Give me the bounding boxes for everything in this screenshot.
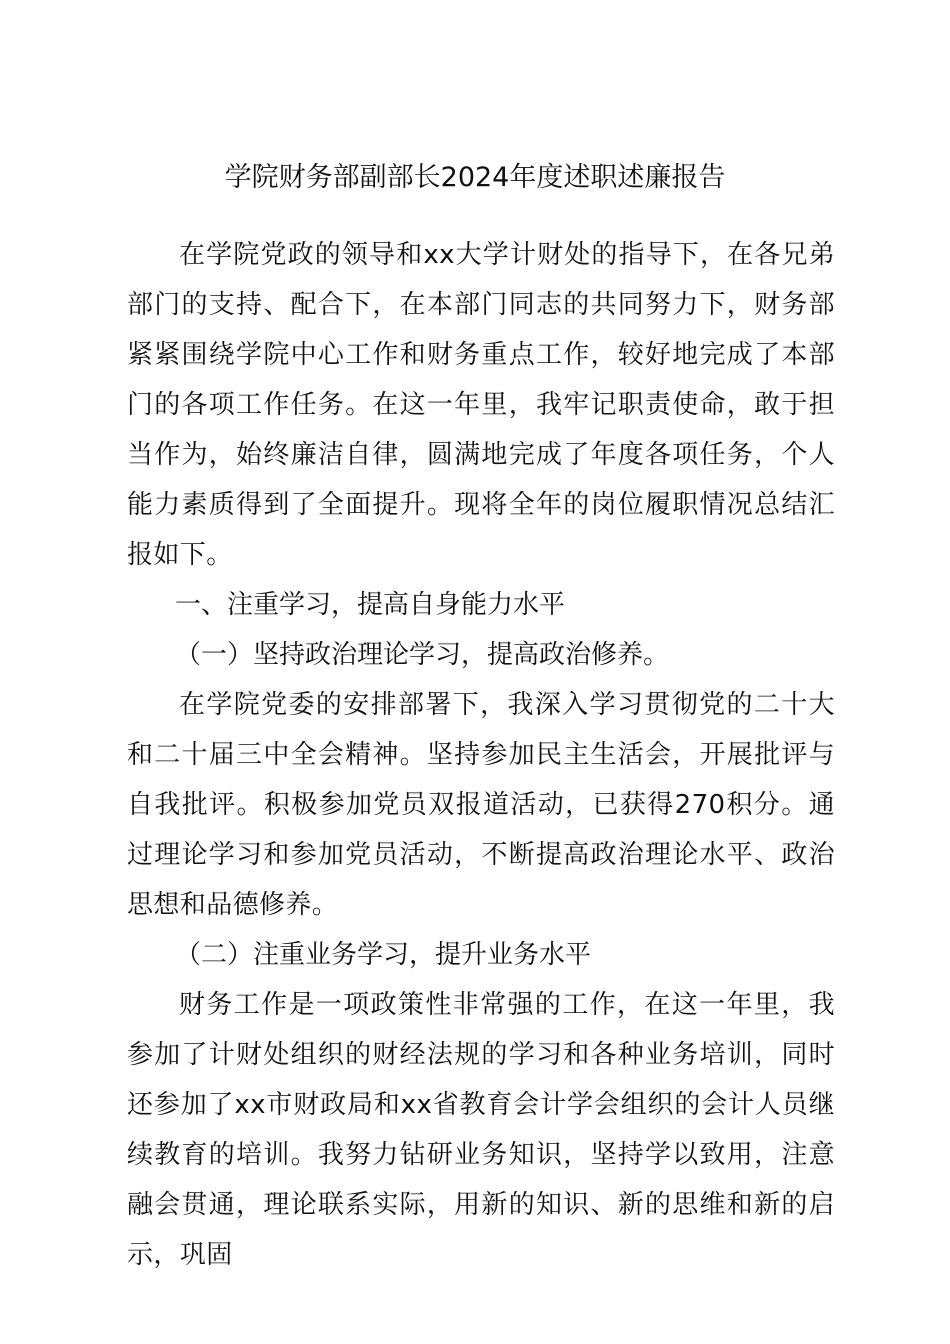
subsection-1-paragraph: 在学院党委的安排部署下，我深入学习贯彻党的二十大和二十届三中全会精神。坚持参加民主生活会，开展批评与自我批评。积极参加党员双报道活动，已获得270积分。通过理论学习和参加党员活动，不断提高政治理论水平、政治思想和品德修养。 xyxy=(127,690,835,920)
subsection-1-heading: （一）坚持政治理论学习，提高政治修养。 xyxy=(175,640,670,670)
section-1-heading: 一、注重学习，提高自身能力水平 xyxy=(175,590,566,620)
intro-paragraph: 在学院党政的领导和xx大学计财处的指导下，在各兄弟部门的支持、配合下，在本部门同志的共同努力下，财务部紧紧围绕学院中心工作和财务重点工作，较好地完成了本部门的各项工作任务。在这一年里，我牢记职责使命，敢于担当作为，始终廉洁自律，圆满地完成了年度各项任务，个人能力素质得到了全面提升。现将全年的岗位履职情况总结汇报如下。 xyxy=(127,240,835,570)
subsection-2-heading: （二）注重业务学习，提升业务水平 xyxy=(175,940,592,970)
document-title: 学院财务部副部长2024年度述职述廉报告 xyxy=(224,162,726,193)
document-body xyxy=(127,230,835,1280)
subsection-2-paragraph: 财务工作是一项政策性非常强的工作，在这一年里，我参加了计财处组织的财经法规的学习和各种业务培训，同时还参加了xx市财政局和xx省教育会计学会组织的会计人员继续教育的培训。我努力钻研业务知识，坚持学以致用，注意融会贯通，理论联系实际，用新的知识、新的思维和新的启示，巩固 xyxy=(127,990,835,1270)
